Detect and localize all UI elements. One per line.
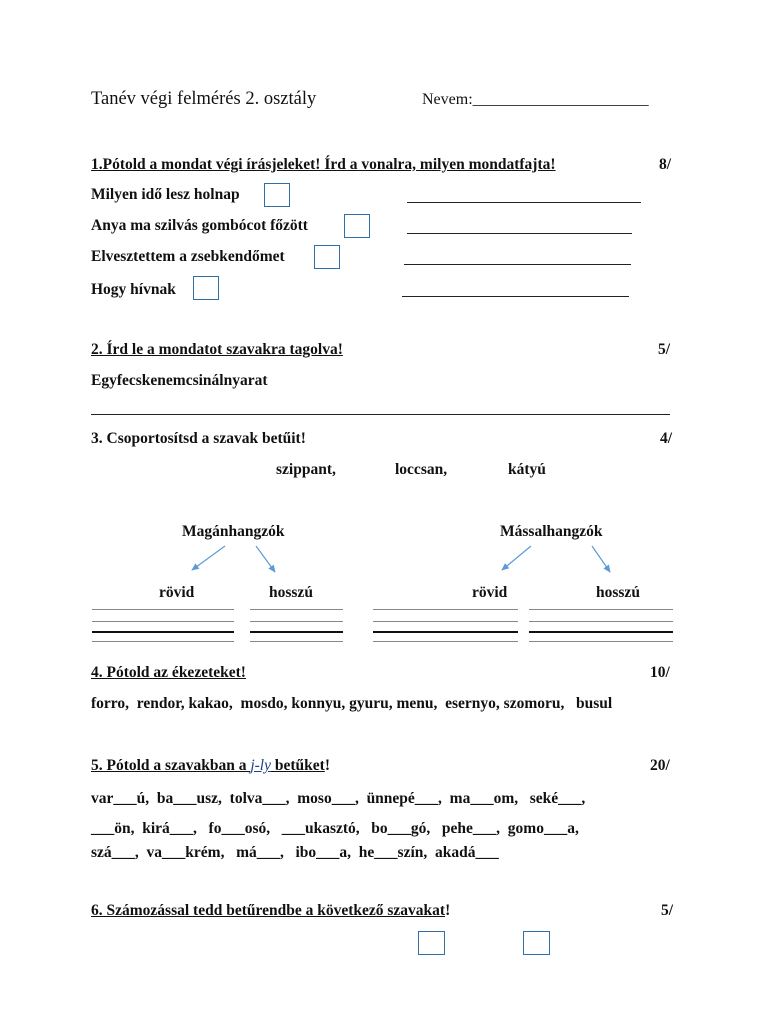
- punctuation-box-2[interactable]: [344, 214, 370, 238]
- task6-title-end: !: [445, 902, 451, 919]
- task6-title-text: 6. Számozással tedd betűrendbe a következő szavakat: [91, 902, 446, 919]
- task4-words: forro, rendor, kakao, mosdo, konnyu, gyuru, menu, esernyo, szomoru, busul: [91, 695, 613, 712]
- order-box-2[interactable]: [523, 931, 550, 955]
- task5-title-post: betűket: [271, 757, 325, 774]
- task4-points: 10/: [650, 664, 670, 681]
- worksheet-title: Tanév végi felmérés 2. osztály: [91, 89, 317, 109]
- task3-word-1: szippant,: [276, 461, 336, 478]
- task5-line-1: var___ú, ba___usz, tolva___, moso___, ünnepé___, ma___om, seké___,: [91, 790, 586, 807]
- consonants-long-label: hosszú: [596, 584, 640, 601]
- task1-sentence-4: Hogy hívnak: [91, 281, 176, 298]
- vowels-heading: Magánhangzók: [182, 523, 285, 540]
- consonants-heading: Mássalhangzók: [500, 523, 603, 540]
- task2-answer-line[interactable]: [91, 414, 670, 415]
- task3-title: 3. Csoportosítsd a szavak betűit!: [91, 430, 306, 447]
- task1-sentence-1: Milyen idő lesz holnap: [91, 186, 240, 203]
- task5-title-pre: 5. Pótold a szavakban a: [91, 757, 251, 774]
- name-field[interactable]: Nevem:______________________: [422, 91, 649, 108]
- task5-line-3: szá___, va___krém, má___, ibo___a, he___szín, akadá___: [91, 844, 499, 861]
- answer-line-3[interactable]: [404, 264, 631, 265]
- task3-points: 4/: [660, 430, 673, 447]
- task2-title: 2. Írd le a mondatot szavakra tagolva!: [91, 341, 343, 358]
- task2-sentence: Egyfecskenemcsinálnyarat: [91, 372, 268, 389]
- task6-points: 5/: [661, 902, 674, 919]
- task1-sentence-3: Elvesztettem a zsebkendőmet: [91, 248, 285, 265]
- task5-title-end: !: [324, 757, 330, 774]
- consonants-short-label: rövid: [472, 584, 508, 601]
- task4-title: 4. Pótold az ékezeteket!: [91, 664, 246, 681]
- task5-line-2: ___ön, kirá___, fo___osó, ___ukasztó, bo___gó, pehe___, gomo___a,: [91, 820, 579, 837]
- task5-points: 20/: [650, 757, 670, 774]
- answer-line-2[interactable]: [407, 233, 632, 234]
- task1-points: 8/: [659, 156, 672, 173]
- task3-word-3: kátyú: [508, 461, 546, 478]
- task6-title: [91, 903, 450, 919]
- answer-line-1[interactable]: [407, 202, 641, 203]
- task2-points: 5/: [658, 341, 671, 358]
- task5-title-letters: j-ly: [250, 757, 271, 774]
- vowels-long-label: hosszú: [269, 584, 313, 601]
- task5-title: [91, 758, 330, 774]
- punctuation-box-4[interactable]: [193, 276, 219, 300]
- punctuation-box-1[interactable]: [264, 183, 290, 207]
- order-box-1[interactable]: [418, 931, 445, 955]
- answer-line-4[interactable]: [402, 296, 629, 297]
- task1-title: 1.Pótold a mondat végi írásjeleket! Írd a vonalra, milyen mondatfajta!: [91, 156, 556, 173]
- task3-word-2: loccsan,: [395, 461, 448, 478]
- vowels-short-label: rövid: [159, 584, 195, 601]
- punctuation-box-3[interactable]: [314, 245, 340, 269]
- task1-sentence-2: Anya ma szilvás gombócot főzött: [91, 217, 308, 234]
